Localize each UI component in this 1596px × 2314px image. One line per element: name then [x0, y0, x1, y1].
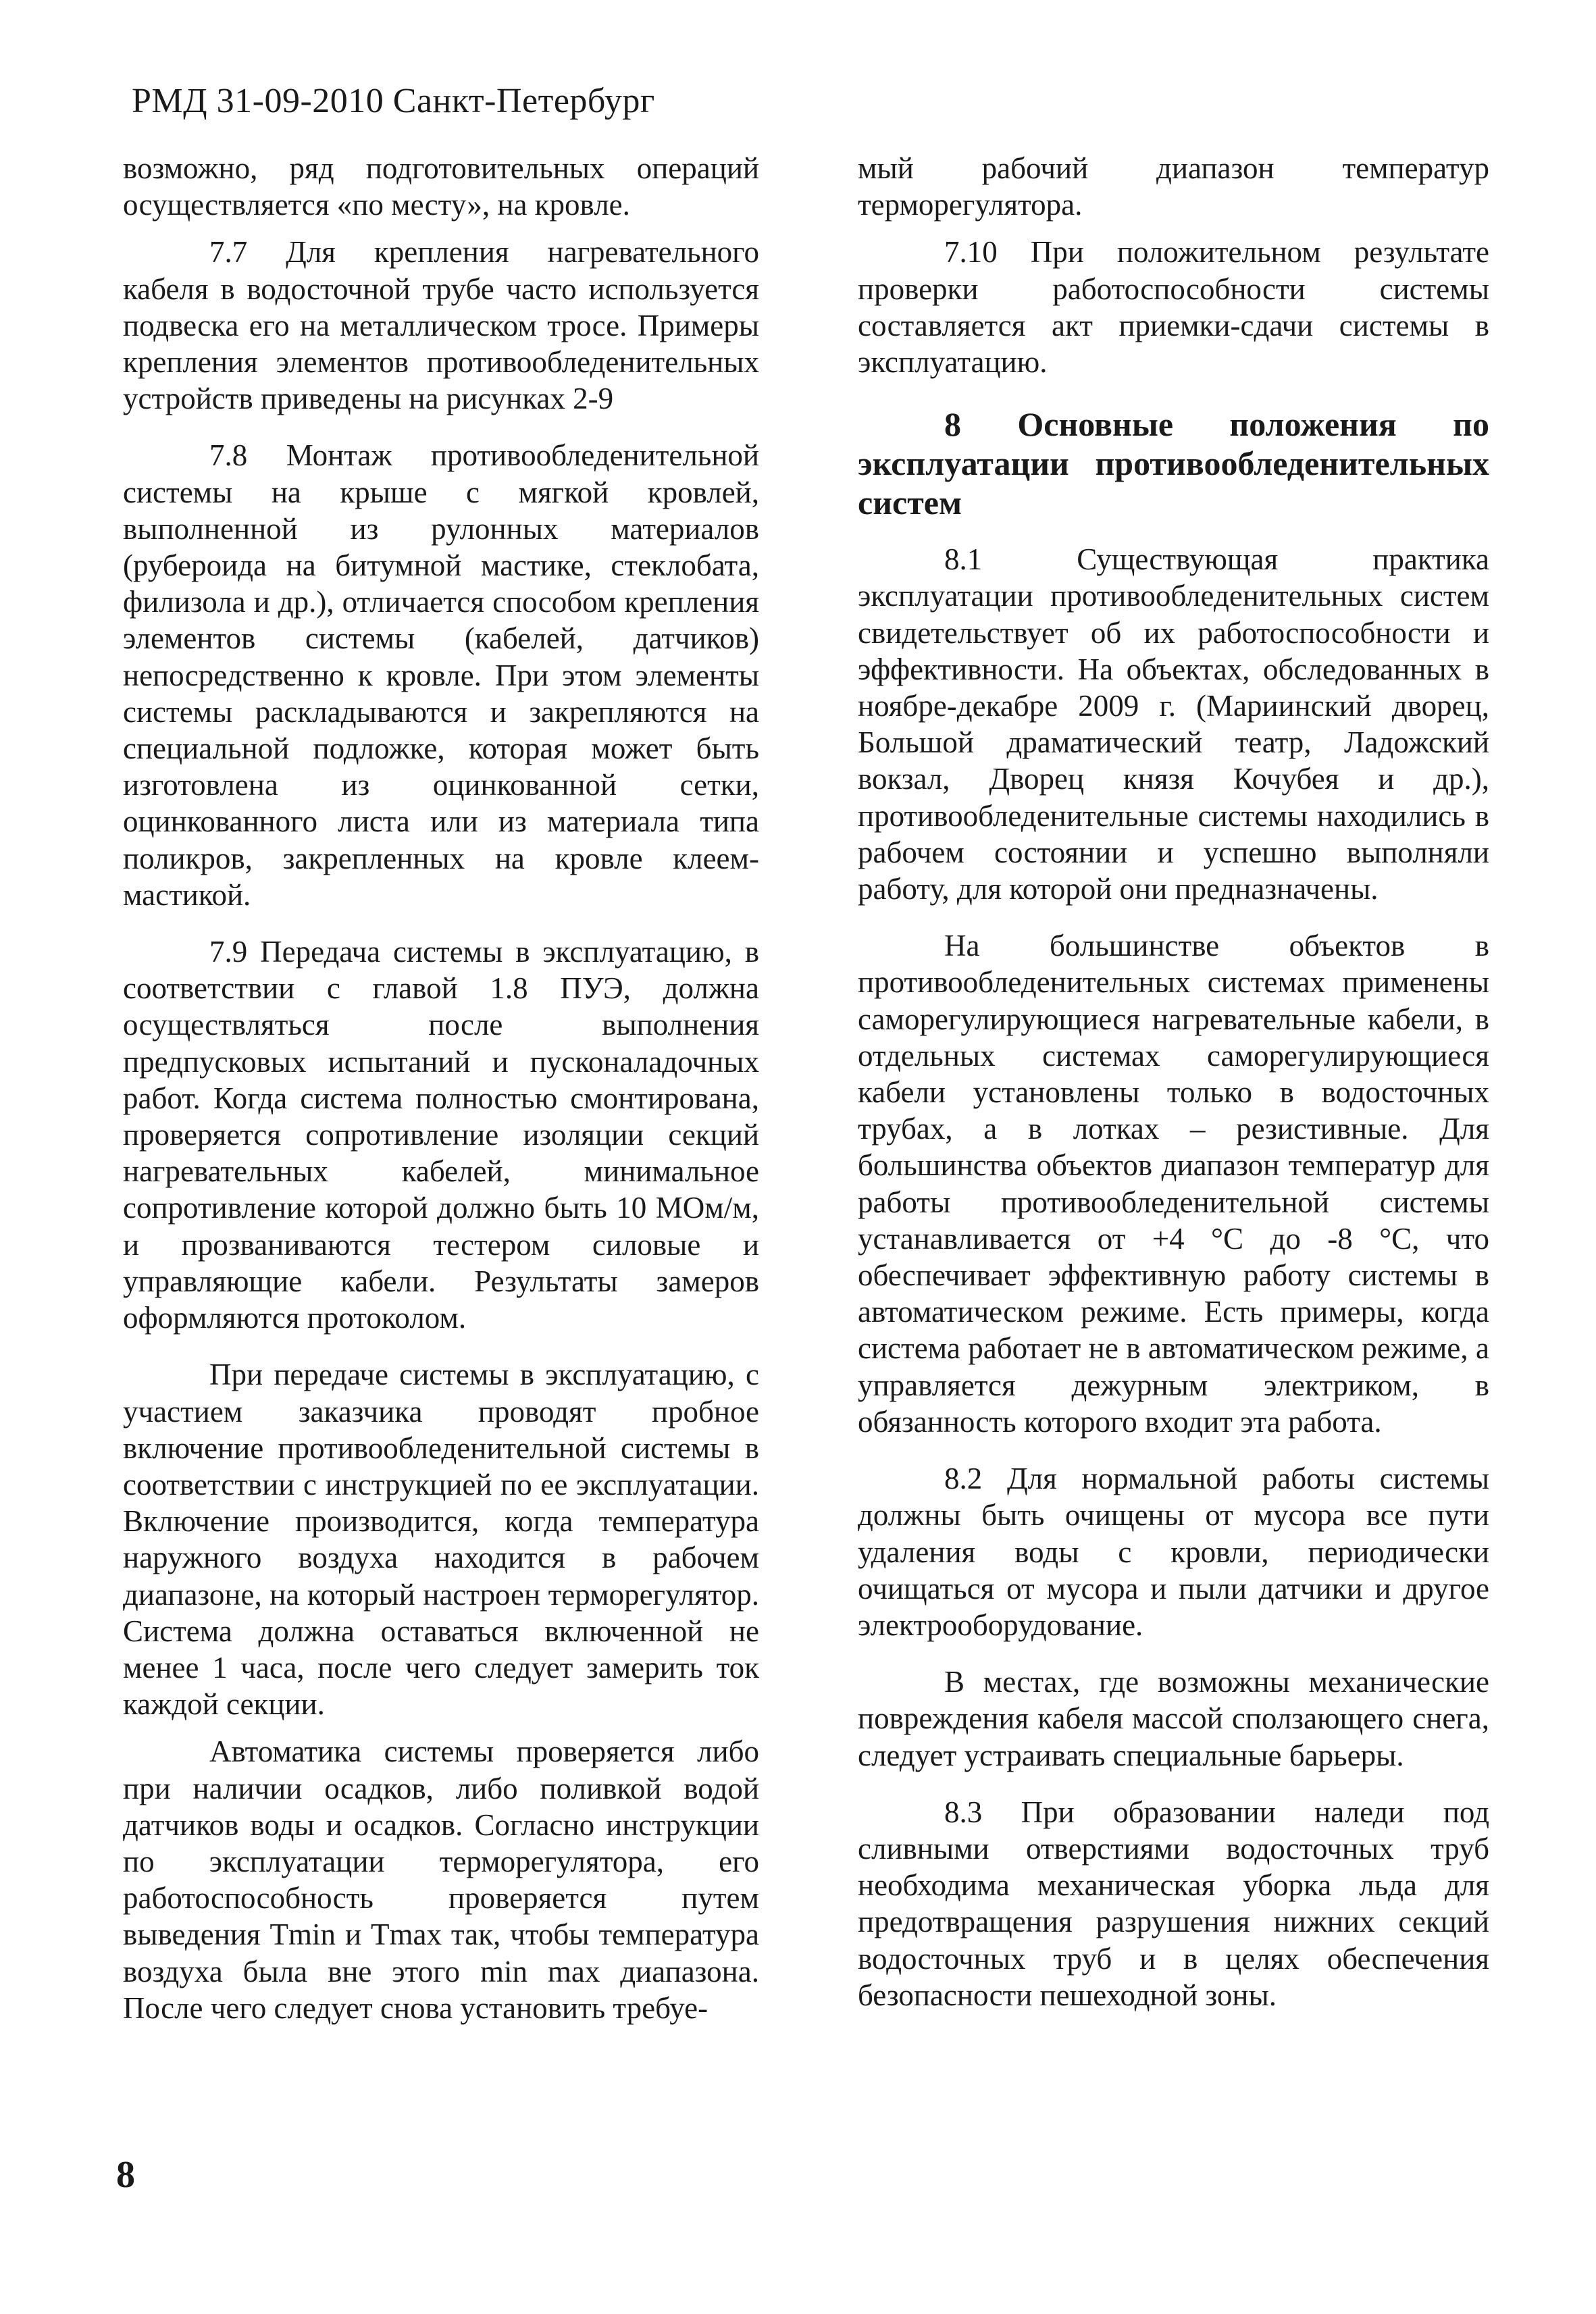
paragraph-automation: Автоматика системы проверяется либо при наличии осадков, либо поливкой водой датчиков воды и осадков. Согласно инструкции по эксплуатации терморегулятора, его работоспособность проверяется путем выведения Tmin и Tmax так, чтобы температура воздуха была вне этого min max диапазона. После чего следует снова установить требуе- — [123, 1734, 759, 2025]
document-header: РМД 31-09-2010 Санкт-Петербург — [132, 82, 655, 120]
paragraph-7-7: 7.7 Для крепления нагревательного кабеля в водосточной трубе часто используется подвеска его на металлическом тросе. Примеры крепления элементов противообледенительных устройств приведены на рисунках 2-9 — [123, 235, 759, 416]
paragraph-7-8: 7.8 Монтаж противообледенительной системы на крыше с мягкой кровлей, выполненной из рулонных материалов (рубероида на битумной мастике, стеклобата, филизола и др.), отличается способом крепления элементов системы (кабелей, датчиков) непосредственно к кровле. При этом элементы системы раскладываются и закрепляются на специальной подложке, которая может быть изготовлена из оцинкованной сетки, оцинкованного листа или из материала типа поликров, закрепленных на кровле клеем-мастикой. — [123, 438, 759, 912]
page-number: 8 — [116, 2154, 135, 2196]
paragraph-8-3: 8.3 При образовании наледи под сливными отверстиями водосточных труб необходима механическая уборка льда для предотвращения разрушения нижних секций водосточных труб и в целях обеспечения безопасности пешеходной зоны. — [858, 1795, 1489, 2012]
section-heading-8: 8 Основные положения по эксплуатации противообледенительных систем — [858, 405, 1489, 522]
paragraph-handover: При передаче системы в эксплуатацию, с участием заказчика проводят пробное включение противообледенительной системы в соответствии с инструкцией по ее эксплуатации. Включение производится, когда температура наружного воздуха находится в рабочем диапазоне, на который настроен терморегулятор. Система должна оставаться включенной не менее 1 часа, после чего следует замерить ток каждой секции. — [123, 1358, 759, 1722]
paragraph-7-9: 7.9 Передача системы в эксплуатацию, в соответствии с главой 1.8 ПУЭ, должна осуществляться после выполнения предпусковых испытаний и пусконаладочных работ. Когда система полностью смонтирована, проверяется сопротивление изоляции секций нагревательных кабелей, минимальное сопротивление которой должно быть 10 МОм/м, и прозваниваются тестером силовые и управляющие кабели. Результаты замеров оформляются протоколом. — [123, 935, 759, 1335]
paragraph-8-2: 8.2 Для нормальной работы системы должны быть очищены от мусора все пути удаления воды с кровли, периодически очищаться от мусора и пыли датчики и другое электрооборудование. — [858, 1462, 1489, 1642]
paragraph-continuation-right: мый рабочий диапазон температур терморегулятора. — [858, 151, 1489, 222]
paragraph-cables: На большинстве объектов в противообледенительных системах применены саморегулирующиеся нагревательные кабели, в отдельных системах саморегулирующиеся кабели установлены только в водосточных трубах, а в лотках – резистивные. Для большинства объектов диапазон температур для работы противообледенительной системы устанавливается от +4 °С до -8 °С, что обеспечивает эффективную работу системы в автоматическом режиме. Есть примеры, когда система работает не в автоматическом режиме, а управляется дежурным электриком, в обязанность которого входит эта работа. — [858, 929, 1489, 1439]
paragraph-7-10: 7.10 При положительном результате проверки работоспособности системы составляется акт приемки-сдачи системы в эксплуатацию. — [858, 235, 1489, 380]
paragraph-continuation: возможно, ряд подготовительных операций осуществляется «по месту», на кровле. — [123, 151, 759, 222]
left-column — [123, 150, 759, 2037]
right-column — [858, 150, 1489, 2024]
paragraph-8-1: 8.1 Существующая практика эксплуатации противообледенительных систем свидетельствует об их работоспособности и эффективности. На объектах, обследованных в ноябре-декабре 2009 г. (Мариинский дворец, Большой драматический театр, Ладожский вокзал, Дворец князя Кочубея и др.), противообледенительные системы находились в рабочем состоянии и успешно выполняли работу, для которой они предназначены. — [858, 542, 1489, 906]
paragraph-barriers: В местах, где возможны механические повреждения кабеля массой сползающего снега, следует устраивать специальные барьеры. — [858, 1665, 1489, 1772]
